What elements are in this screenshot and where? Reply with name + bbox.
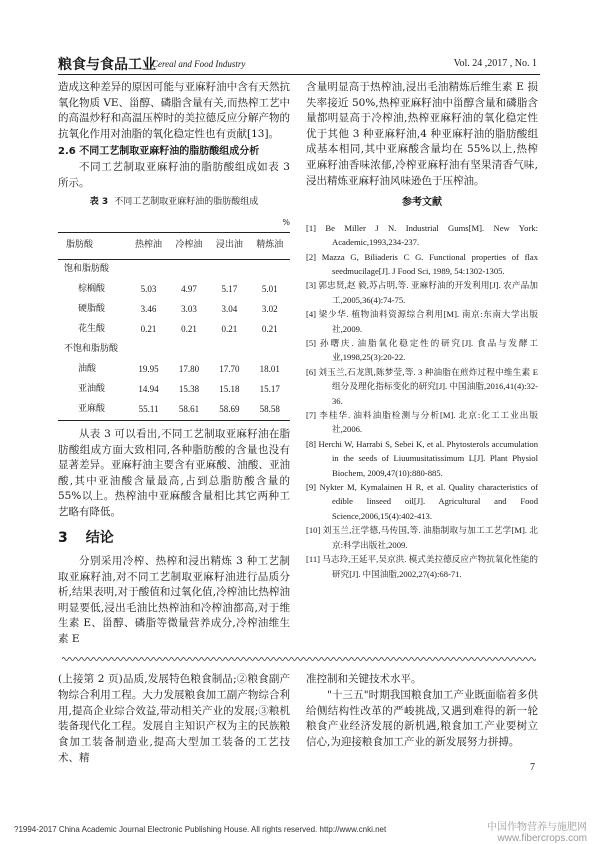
table-header-row bbox=[58, 233, 290, 260]
reference-item: [6] 刘玉兰,石龙凯,陈梦莹,等. 3 种油脂在煎炸过程中维生素 E 组分及理化指标变化的研究[J]. 中国油脂,2016,41(4):32-36. bbox=[306, 366, 538, 406]
section-3-heading bbox=[58, 531, 290, 547]
cell: 14.94 bbox=[138, 384, 159, 395]
bottom-left-text bbox=[58, 672, 290, 767]
copyright-footer: ?1994-2017 China Academic Journal Electronic Publishing House. All rights reserved. http://www.cnki.net bbox=[14, 825, 387, 834]
reference-item: [3] 郭忠贤,赵 毅,苏占明,等. 亚麻籽油的开发利用[J]. 农产品加工,2005,36(4):74-75. bbox=[306, 280, 538, 305]
table-row bbox=[58, 320, 290, 340]
cell: 3.04 bbox=[221, 304, 238, 315]
group-row bbox=[58, 340, 290, 360]
row-name: 亚油酸 bbox=[78, 384, 106, 395]
group-saturated: 饱和脂肪酸 bbox=[64, 264, 110, 275]
cell: 0.21 bbox=[261, 324, 278, 335]
reference-item: [9] Nykter M, Kymalainen H R, et al. Quality characteristics of edible linseed oil[J]. Agricultural and Food Science,2006,15(4):402-413. bbox=[306, 482, 538, 521]
header-cold-pressed: 冷榨油 bbox=[175, 240, 203, 251]
reference-item: [4] 梁少华. 植物油料资源综合利用[M]. 南京:东南大学出版社,2009. bbox=[306, 309, 538, 334]
reference-item: [2] Mazza G, Biliaderis C G. Functional properties of flax seedmucilage[J]. J Food Sci, 1989, 54:1302-1305. bbox=[306, 251, 538, 276]
cell: 4.97 bbox=[181, 284, 197, 295]
cell: 15.17 bbox=[259, 384, 280, 395]
section-3-title: 结论 bbox=[85, 529, 114, 546]
cell: 3.03 bbox=[181, 304, 197, 315]
reference-item: [10] 刘玉兰,汪学德,马传国,等. 油脂制取与加工工艺学[M]. 北京:科学出版社,2009. bbox=[306, 525, 538, 550]
cell: 5.01 bbox=[261, 284, 278, 295]
cell: 17.80 bbox=[178, 364, 200, 375]
fatty-acid-table bbox=[58, 232, 290, 421]
cell: 18.01 bbox=[259, 364, 280, 375]
cell: 5.17 bbox=[221, 284, 238, 295]
table-row bbox=[58, 300, 290, 320]
table-3-number: 表 3 bbox=[89, 197, 109, 208]
conclusion-paragraph: 分别采用冷榨、热榨和浸出精炼 3 种工艺制取亚麻籽油,对不同工艺制取亚麻籽油进行品质分析,结果表明,对于酸值和过氧化值,冷榨油比热榨油明显要低,浸出毛油比热榨油和冷榨油都高,对于维生素 E、甾醇、磷脂等微量营养成分,冷榨油维生素 E bbox=[58, 555, 290, 646]
wavy-separator bbox=[62, 656, 536, 662]
cell: 3.46 bbox=[140, 304, 157, 315]
row-name: 花生酸 bbox=[78, 324, 106, 335]
after-table-paragraph: 从表 3 可以看出,不同工艺制取亚麻籽油在脂肪酸组成方面大致相同,各种脂肪酸的含量也没有显著差异。亚麻籽油主要含有亚麻酸、油酸、亚油酸,其中亚油酸含量最高,占到总脂肪酸含量的 55%以上。热榨油中亚麻酸含量相比其它两种工艺略有降低。 bbox=[58, 427, 290, 518]
bottom-right-line-1: 准控制和关键技术水平。 bbox=[306, 673, 422, 685]
bottom-right-text bbox=[306, 672, 538, 751]
reference-item: [1] Be Miller J N. Industrial Gums[M]. New York: Academic,1993,234-237. bbox=[306, 222, 538, 248]
cell: 3.02 bbox=[261, 304, 278, 315]
reference-item: [7] 李桂华. 油料油脂检测与分析[M]. 北京:化工工业出版社,2006. bbox=[306, 410, 538, 435]
table-row bbox=[58, 380, 290, 400]
cell: 19.95 bbox=[138, 364, 159, 375]
watermark-cn: 中国作物营养与施肥网 bbox=[487, 822, 587, 833]
continued-from-page-2: (上接第 2 页)品质,发展特色粮食制品;②粮食副产物综合利用工程。大力发展粮食加工副产物综合利用,提高企业综合效益,带动相关产业的发展;③粮机装备现代化工程。发展自主知识产权为主的民族粮食加工装备制造业,提高大型加工装备的工艺技术、精 bbox=[58, 673, 290, 764]
table-row bbox=[58, 280, 290, 300]
watermark-url: www.fibercrops.com bbox=[497, 833, 587, 844]
reference-item: [8] Herchi W, Harrabi S, Sebei K, et al. Phytosterols accumulation in the seeds of Liuumusitatissimum L[J]. Plant Physiol Biochem, 2009,47(10):880-885. bbox=[306, 438, 538, 478]
bottom-right-paragraph: "十三五"时期我国粮食加工产业既面临着多供给侧结构性改革的严峻挑战,又遇到难得的新一轮粮食产业经济发展的新机遇,粮食加工产业要树立信心,为迎接粮食加工产业的新发展努力拼搏。 bbox=[306, 688, 538, 749]
cell: 5.03 bbox=[140, 284, 157, 295]
page-number: 7 bbox=[530, 762, 535, 773]
cell: 58.61 bbox=[178, 404, 200, 415]
header-hot-pressed: 热榨油 bbox=[135, 240, 163, 251]
table-row bbox=[58, 400, 290, 421]
group-unsaturated: 不饱和脂肪酸 bbox=[64, 344, 119, 355]
cell: 0.21 bbox=[181, 324, 197, 335]
references-heading: 参考文献 bbox=[402, 197, 442, 209]
cell: 17.70 bbox=[219, 364, 240, 375]
header-rule bbox=[58, 74, 540, 75]
row-name: 油酸 bbox=[78, 364, 97, 375]
table-row bbox=[58, 360, 290, 380]
cell: 55.11 bbox=[138, 404, 159, 415]
header-refined: 精炼油 bbox=[256, 240, 284, 251]
volume-info: Vol. 24 ,2017 , No. 1 bbox=[453, 58, 537, 69]
journal-title-cn: 粮食与食品工业 bbox=[58, 57, 156, 73]
header-extracted: 浸出油 bbox=[215, 240, 243, 251]
cell: 0.21 bbox=[140, 324, 157, 335]
row-name: 亚麻酸 bbox=[78, 404, 106, 415]
table-3-title: 不同工艺制取亚麻籽油的脂肪酸组成 bbox=[114, 197, 259, 208]
cell: 15.38 bbox=[178, 384, 200, 395]
cell: 58.69 bbox=[219, 404, 240, 415]
reference-item: [11] 马志玲,王延平,吴京洪. 模式美拉德反应产物抗氧化性能的研究[J]. 中国油脂,2002,27(4):68-71. bbox=[306, 554, 538, 579]
header-fatty-acid: 脂肪酸 bbox=[66, 240, 94, 251]
row-name: 棕榈酸 bbox=[78, 284, 106, 295]
reference-item: [5] 孙曙庆. 油脂氧化稳定性的研究[J]. 食品与发酵工业,1998,25(3):20-22. bbox=[306, 338, 538, 363]
row-name: 硬脂酸 bbox=[78, 304, 106, 315]
section-2-6-heading: 2.6 不同工艺制取亚麻籽油的脂肪酸组成分析 bbox=[58, 146, 260, 158]
cell: 58.58 bbox=[259, 404, 280, 415]
left-column bbox=[58, 80, 290, 648]
right-column bbox=[306, 80, 538, 581]
conclusion-continued: 含量明显高于热榨油,浸出毛油精炼后维生素 E 损失率接近 50%,热榨亚麻籽油中甾醇含量和磷脂含量都明显高于冷榨油,热榨亚麻籽油的氧化稳定性优于其他 3 种亚麻籽油,4 种亚麻籽油的脂肪酸组成基本相同,其中亚麻酸含量均在 55%以上,热榨亚麻籽油香味浓郁,冷榨亚麻籽油有坚果清香气味,浸出精炼亚麻籽油风味逊色于压榨油。 bbox=[306, 81, 538, 187]
intro-paragraph: 造成这种差异的原因可能与亚麻籽油中含有天然抗氧化物质 VE、甾醇、磷脂含量有关,而热榨工艺中的高温炒籽和高温压榨时的美拉德反应分解产物的抗氧化作用对油脂的氧化稳定性也有贡献[13]。 bbox=[58, 81, 290, 140]
table-unit: % bbox=[282, 217, 290, 227]
cell: 15.18 bbox=[219, 384, 240, 395]
section-3-number: 3 bbox=[58, 529, 68, 546]
section-2-6-text: 不同工艺制取亚麻籽油的脂肪酸组成如表 3 所示。 bbox=[58, 160, 290, 189]
group-row bbox=[58, 259, 290, 280]
cell: 0.21 bbox=[221, 324, 238, 335]
journal-title-en: Cereal and Food Industry bbox=[152, 59, 246, 69]
table-3-caption bbox=[58, 195, 290, 211]
watermark bbox=[487, 822, 587, 844]
